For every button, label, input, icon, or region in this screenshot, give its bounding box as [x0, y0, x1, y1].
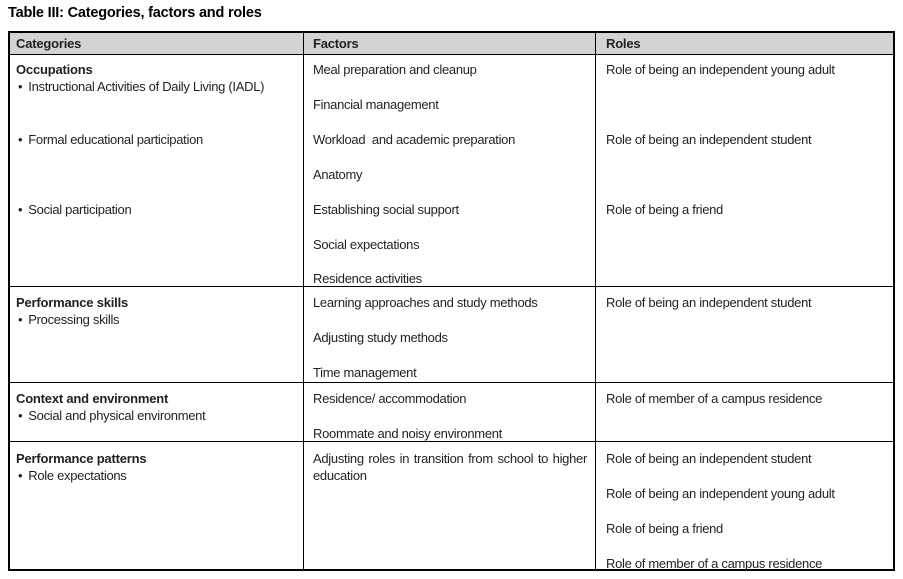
factors-cell [304, 383, 596, 441]
factors-cell [304, 287, 596, 382]
category-heading: Performance patterns [16, 451, 147, 466]
table-row [10, 383, 893, 442]
role-item: Role of being an independent student [606, 295, 812, 310]
role-item: Role of member of a campus residence [606, 556, 823, 571]
factor-item: Adjusting study methods [313, 330, 448, 345]
table-row [10, 287, 893, 383]
role-item: Role of being an independent student [606, 132, 812, 147]
factor-item: Financial management [313, 97, 439, 112]
factor-item: Anatomy [313, 167, 363, 182]
factors-cell [304, 55, 596, 286]
role-item: Role of member of a campus residence [606, 391, 823, 406]
roles-cell [596, 442, 893, 569]
category-item: • Instructional Activities of Daily Living (IADL) [18, 79, 265, 94]
factor-item: Residence/ accommodation [313, 391, 467, 406]
factor-item: Meal preparation and cleanup [313, 62, 477, 77]
category-heading: Performance skills [16, 295, 129, 310]
categories-cell [10, 383, 304, 441]
category-item: • Processing skills [18, 312, 120, 327]
category-item: • Role expectations [18, 468, 127, 483]
bullet-icon: • [18, 468, 23, 483]
categories-cell [10, 55, 304, 286]
column-header-roles: Roles [606, 36, 641, 51]
category-item: • Formal educational participation [18, 132, 203, 147]
factor-item: Learning approaches and study methods [313, 295, 538, 310]
factor-item: Residence activities [313, 271, 422, 286]
role-item: Role of being an independent student [606, 451, 812, 466]
factor-item: Establishing social support [313, 202, 459, 217]
factor-item: Workload and academic preparation [313, 132, 516, 147]
role-item: Role of being an independent young adult [606, 486, 835, 501]
roles-cell [596, 287, 893, 382]
role-item: Role of being a friend [606, 521, 723, 536]
table-row [10, 442, 893, 569]
role-item: Role of being a friend [606, 202, 723, 217]
table-row [10, 55, 893, 287]
bullet-icon: • [18, 132, 23, 147]
roles-cell [596, 55, 893, 286]
categories-cell [10, 287, 304, 382]
bullet-icon: • [18, 202, 23, 217]
factors-cell [304, 442, 596, 569]
category-item: • Social and physical environment [18, 408, 206, 423]
table-title: Table III: Categories, factors and roles [8, 5, 262, 21]
factor-item: Time management [313, 365, 417, 380]
category-heading: Context and environment [16, 391, 169, 406]
role-item: Role of being an independent young adult [606, 62, 835, 77]
category-item: • Social participation [18, 202, 132, 217]
category-heading: Occupations [16, 62, 93, 77]
table-header-row [10, 33, 893, 55]
factor-item: Adjusting roles in transition from school to higher education [313, 451, 591, 483]
roles-cell [596, 383, 893, 441]
bullet-icon: • [18, 79, 23, 94]
factor-item: Social expectations [313, 237, 420, 252]
categories-cell [10, 442, 304, 569]
column-header-categories: Categories [10, 33, 304, 54]
column-header-factors: Factors [304, 33, 596, 54]
bullet-icon: • [18, 408, 23, 423]
data-table [8, 31, 895, 571]
factor-item: Roommate and noisy environment [313, 426, 502, 441]
bullet-icon: • [18, 312, 23, 327]
